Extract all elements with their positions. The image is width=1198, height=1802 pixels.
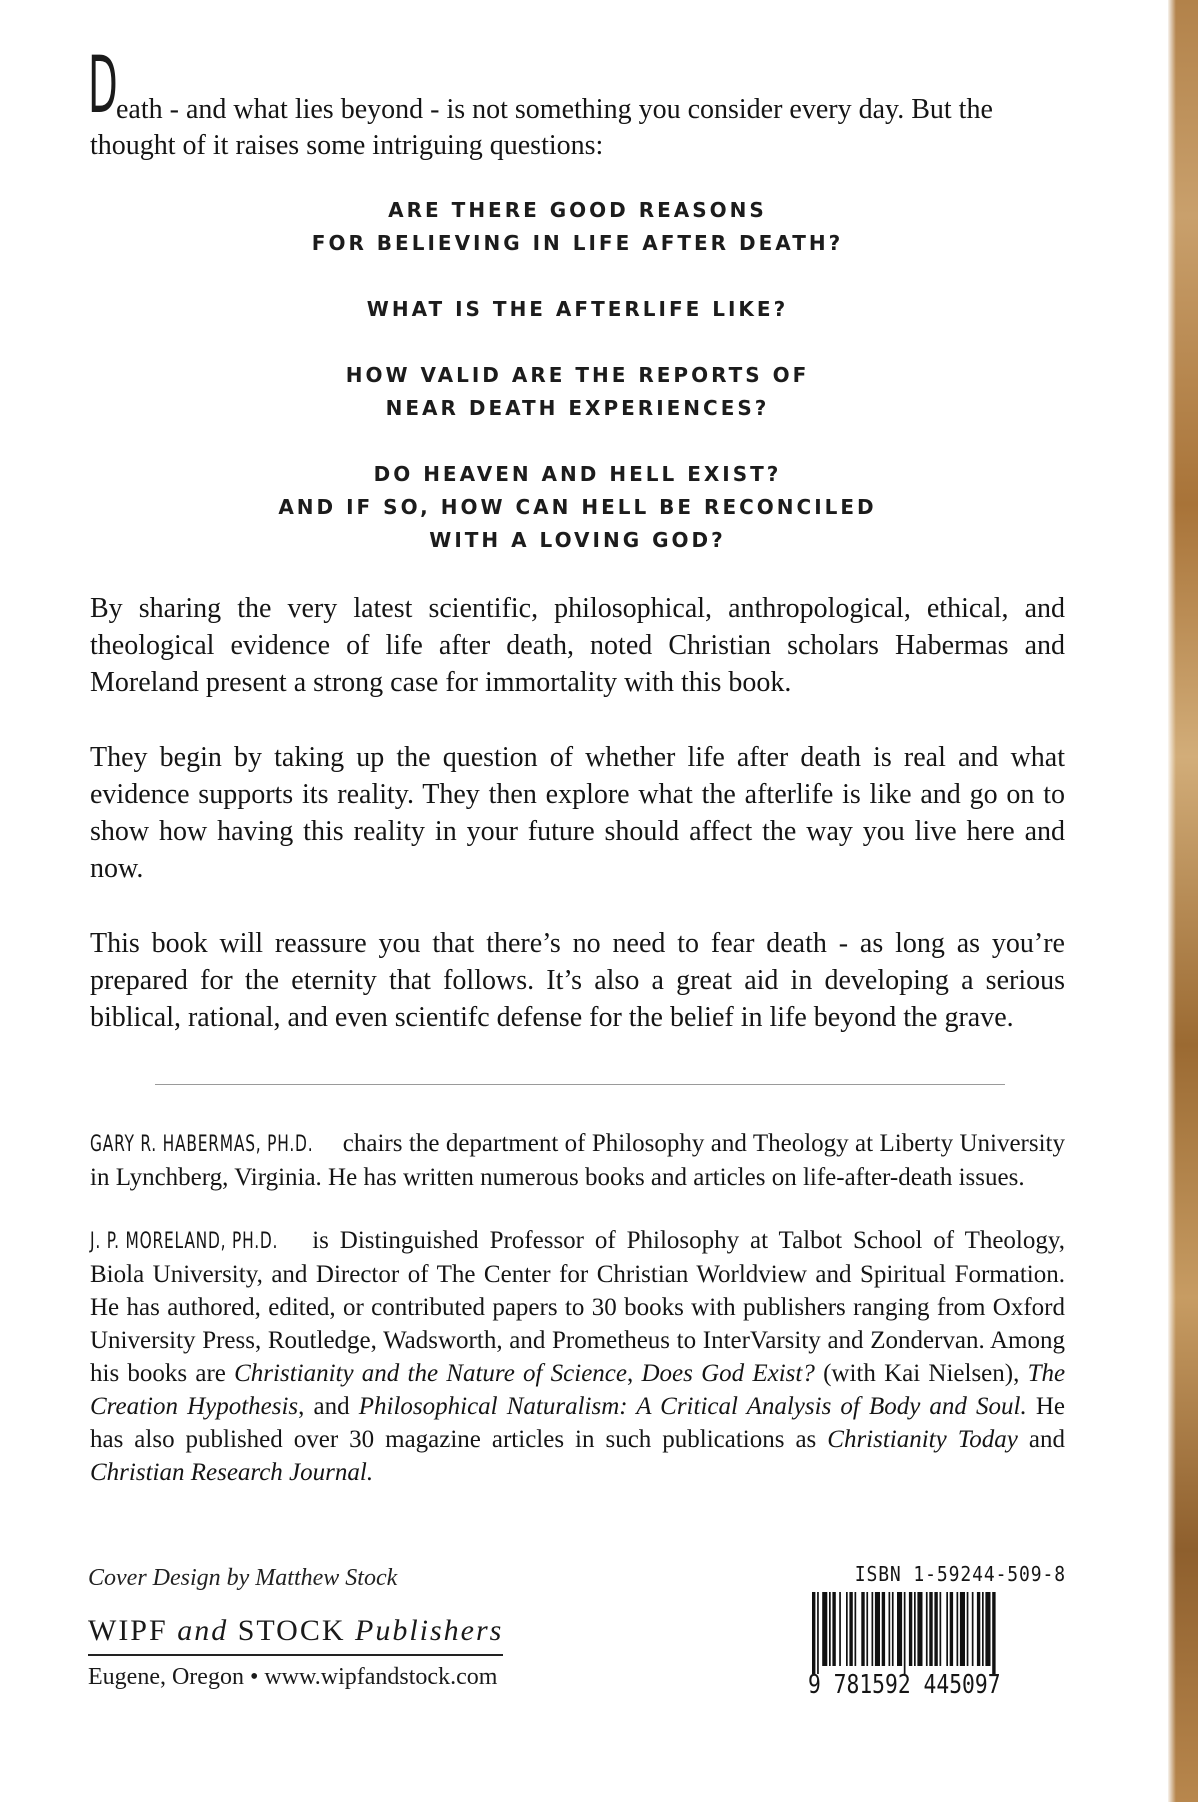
question-group — [90, 293, 1065, 326]
barcode-bar — [829, 1592, 831, 1666]
barcode-bar — [861, 1592, 864, 1666]
book-title: The Creation Hypothesis — [90, 1360, 1066, 1420]
intro-paragraph — [88, 41, 1065, 164]
barcode-bar — [950, 1592, 953, 1666]
barcode-bar — [946, 1592, 948, 1666]
back-cover-content — [88, 41, 1066, 1519]
book-title: Christianity and the Nature of Science — [234, 1360, 628, 1387]
publisher-name — [88, 1614, 503, 1656]
barcode-bar — [967, 1592, 969, 1666]
divider-rule — [155, 1084, 1005, 1085]
barcode-bar — [846, 1592, 848, 1666]
cover-design-credit: Cover Design by Matthew Stock — [88, 1565, 398, 1591]
drop-cap: D — [88, 41, 118, 131]
barcode-bar — [992, 1592, 995, 1674]
author-bio-text: , and — [298, 1393, 350, 1420]
description-paragraph-3: This book will reassure you that there’s no need to fear death - as long as you’re prepared for the eternity that follows. It’s also a great aid in developing a serious biblical, rational, and even scientifc defense for the belief in life beyond the grave. — [90, 928, 1065, 1033]
question-line: DO HEAVEN AND HELL EXIST? — [373, 462, 782, 486]
barcode-bar — [855, 1592, 857, 1666]
book-title: Does God Exist? — [641, 1360, 815, 1387]
barcode-bar — [882, 1592, 885, 1666]
author-bio-text: is Distinguished Professor of Philosophy at Talbot School of Theology, Biola University, and Director of The Center for Christian Worldview and Spiritual Formation. He has authored, edited, or contributed papers to 30 books with publishers ranging from Oxford University Press, Routledge, Wadsworth, and Prometheus to InterVarsity and Zondervan. Among his books are — [90, 1227, 1066, 1387]
barcode-bar — [960, 1592, 965, 1666]
publisher-word: STOCK — [237, 1614, 346, 1647]
publisher-word: Publishers — [355, 1614, 504, 1647]
isbn-number: ISBN 1-59244-509-8 — [854, 1562, 1066, 1586]
author-bio-moreland — [90, 1224, 1065, 1489]
barcode-bar — [977, 1592, 980, 1666]
author-name: GARY R. HABERMAS, PH.D. — [90, 1132, 314, 1157]
question-group — [90, 458, 1065, 557]
barcode-bars — [808, 1592, 1066, 1674]
barcode-bar — [934, 1592, 937, 1666]
questions-block — [90, 194, 1065, 557]
author-bio-text: (with Kai Nielsen), — [823, 1360, 1020, 1387]
barcode-bar — [839, 1592, 841, 1666]
magazine-title: Christian Research Journal. — [90, 1459, 374, 1486]
question-group — [90, 194, 1065, 260]
magazine-title: Christianity Today — [827, 1426, 1018, 1453]
barcode-bar — [866, 1592, 868, 1666]
barcode-bar — [929, 1592, 932, 1666]
barcode-bar — [985, 1592, 990, 1666]
question-line: FOR BELIEVING IN LIFE AFTER DEATH? — [311, 231, 844, 255]
question-line: NEAR DEATH EXPERIENCES? — [385, 396, 770, 420]
barcode-bar — [889, 1592, 891, 1666]
publisher-location: Eugene, Oregon • www.wipfandstock.com — [88, 1664, 498, 1690]
barcode-bar — [812, 1592, 815, 1674]
publisher-footer — [88, 1565, 503, 1691]
description-paragraph-2: They begin by taking up the question of whether life after death is real and what evidence supports its reality. They then explore what the afterlife is like and go on to show how having this reality in your future should affect the way you live here and now. — [90, 742, 1065, 884]
barcode-bar — [957, 1592, 959, 1666]
barcode-bar — [972, 1592, 974, 1666]
barcode-bar — [940, 1592, 942, 1666]
question-line: WITH A LOVING GOD? — [429, 528, 726, 552]
author-bio-text: chairs the department of Philosophy and Theology at Liberty University in Lynchberg, Virginia. He has written numerous books and articles on life-after-death issues. — [90, 1130, 1066, 1191]
barcode-bar — [982, 1592, 984, 1666]
question-line: HOW VALID ARE THE REPORTS OF — [345, 363, 810, 387]
question-line: AND IF SO, HOW CAN HELL BE RECONCILED — [278, 495, 877, 519]
description-paragraph-1: By sharing the very latest scientific, philosophical, anthropological, ethical, and theological evidence of life after death, noted Christian scholars Habermas and Moreland present a strong case for immortality with this book. — [90, 593, 1065, 698]
author-name: J. P. MORELAND, PH.D. — [90, 1229, 279, 1254]
barcode-bar — [817, 1592, 819, 1674]
question-line: ARE THERE GOOD REASONS — [388, 198, 767, 222]
publisher-word: WIPF — [88, 1614, 168, 1647]
question-group — [90, 359, 1065, 425]
punctuation: , — [627, 1360, 634, 1387]
book-spine-edge — [1168, 0, 1198, 1802]
barcode-bar — [904, 1592, 906, 1674]
publisher-word: and — [177, 1614, 229, 1647]
author-bio-text: and — [1028, 1426, 1066, 1453]
barcode-bar — [822, 1592, 827, 1666]
barcode-bar — [872, 1592, 874, 1666]
barcode-bar — [892, 1592, 894, 1666]
barcode-bar — [926, 1592, 928, 1666]
author-bio-text: He has also published over 30 magazine articles in such publications as — [90, 1393, 1065, 1453]
isbn-barcode — [808, 1562, 1066, 1700]
barcode-bar — [917, 1592, 922, 1666]
intro-text: eath - and what lies beyond - is not something you consider every day. But the thought of it raises some intriguing questions: — [90, 94, 993, 161]
barcode-bar — [832, 1592, 835, 1666]
barcode-bar — [849, 1592, 852, 1666]
barcode-bar — [897, 1592, 902, 1666]
author-bio-habermas — [90, 1127, 1065, 1194]
barcode-bar — [914, 1592, 916, 1666]
barcode-bar — [909, 1592, 912, 1666]
question-line: WHAT IS THE AFTERLIFE LIKE? — [366, 297, 789, 321]
book-title: Philosophical Naturalism: A Critical Analysis of Body and Soul. — [358, 1393, 1027, 1420]
barcode-bar — [875, 1592, 880, 1666]
barcode-digits: 9 781592 445097 — [808, 1670, 1001, 1700]
